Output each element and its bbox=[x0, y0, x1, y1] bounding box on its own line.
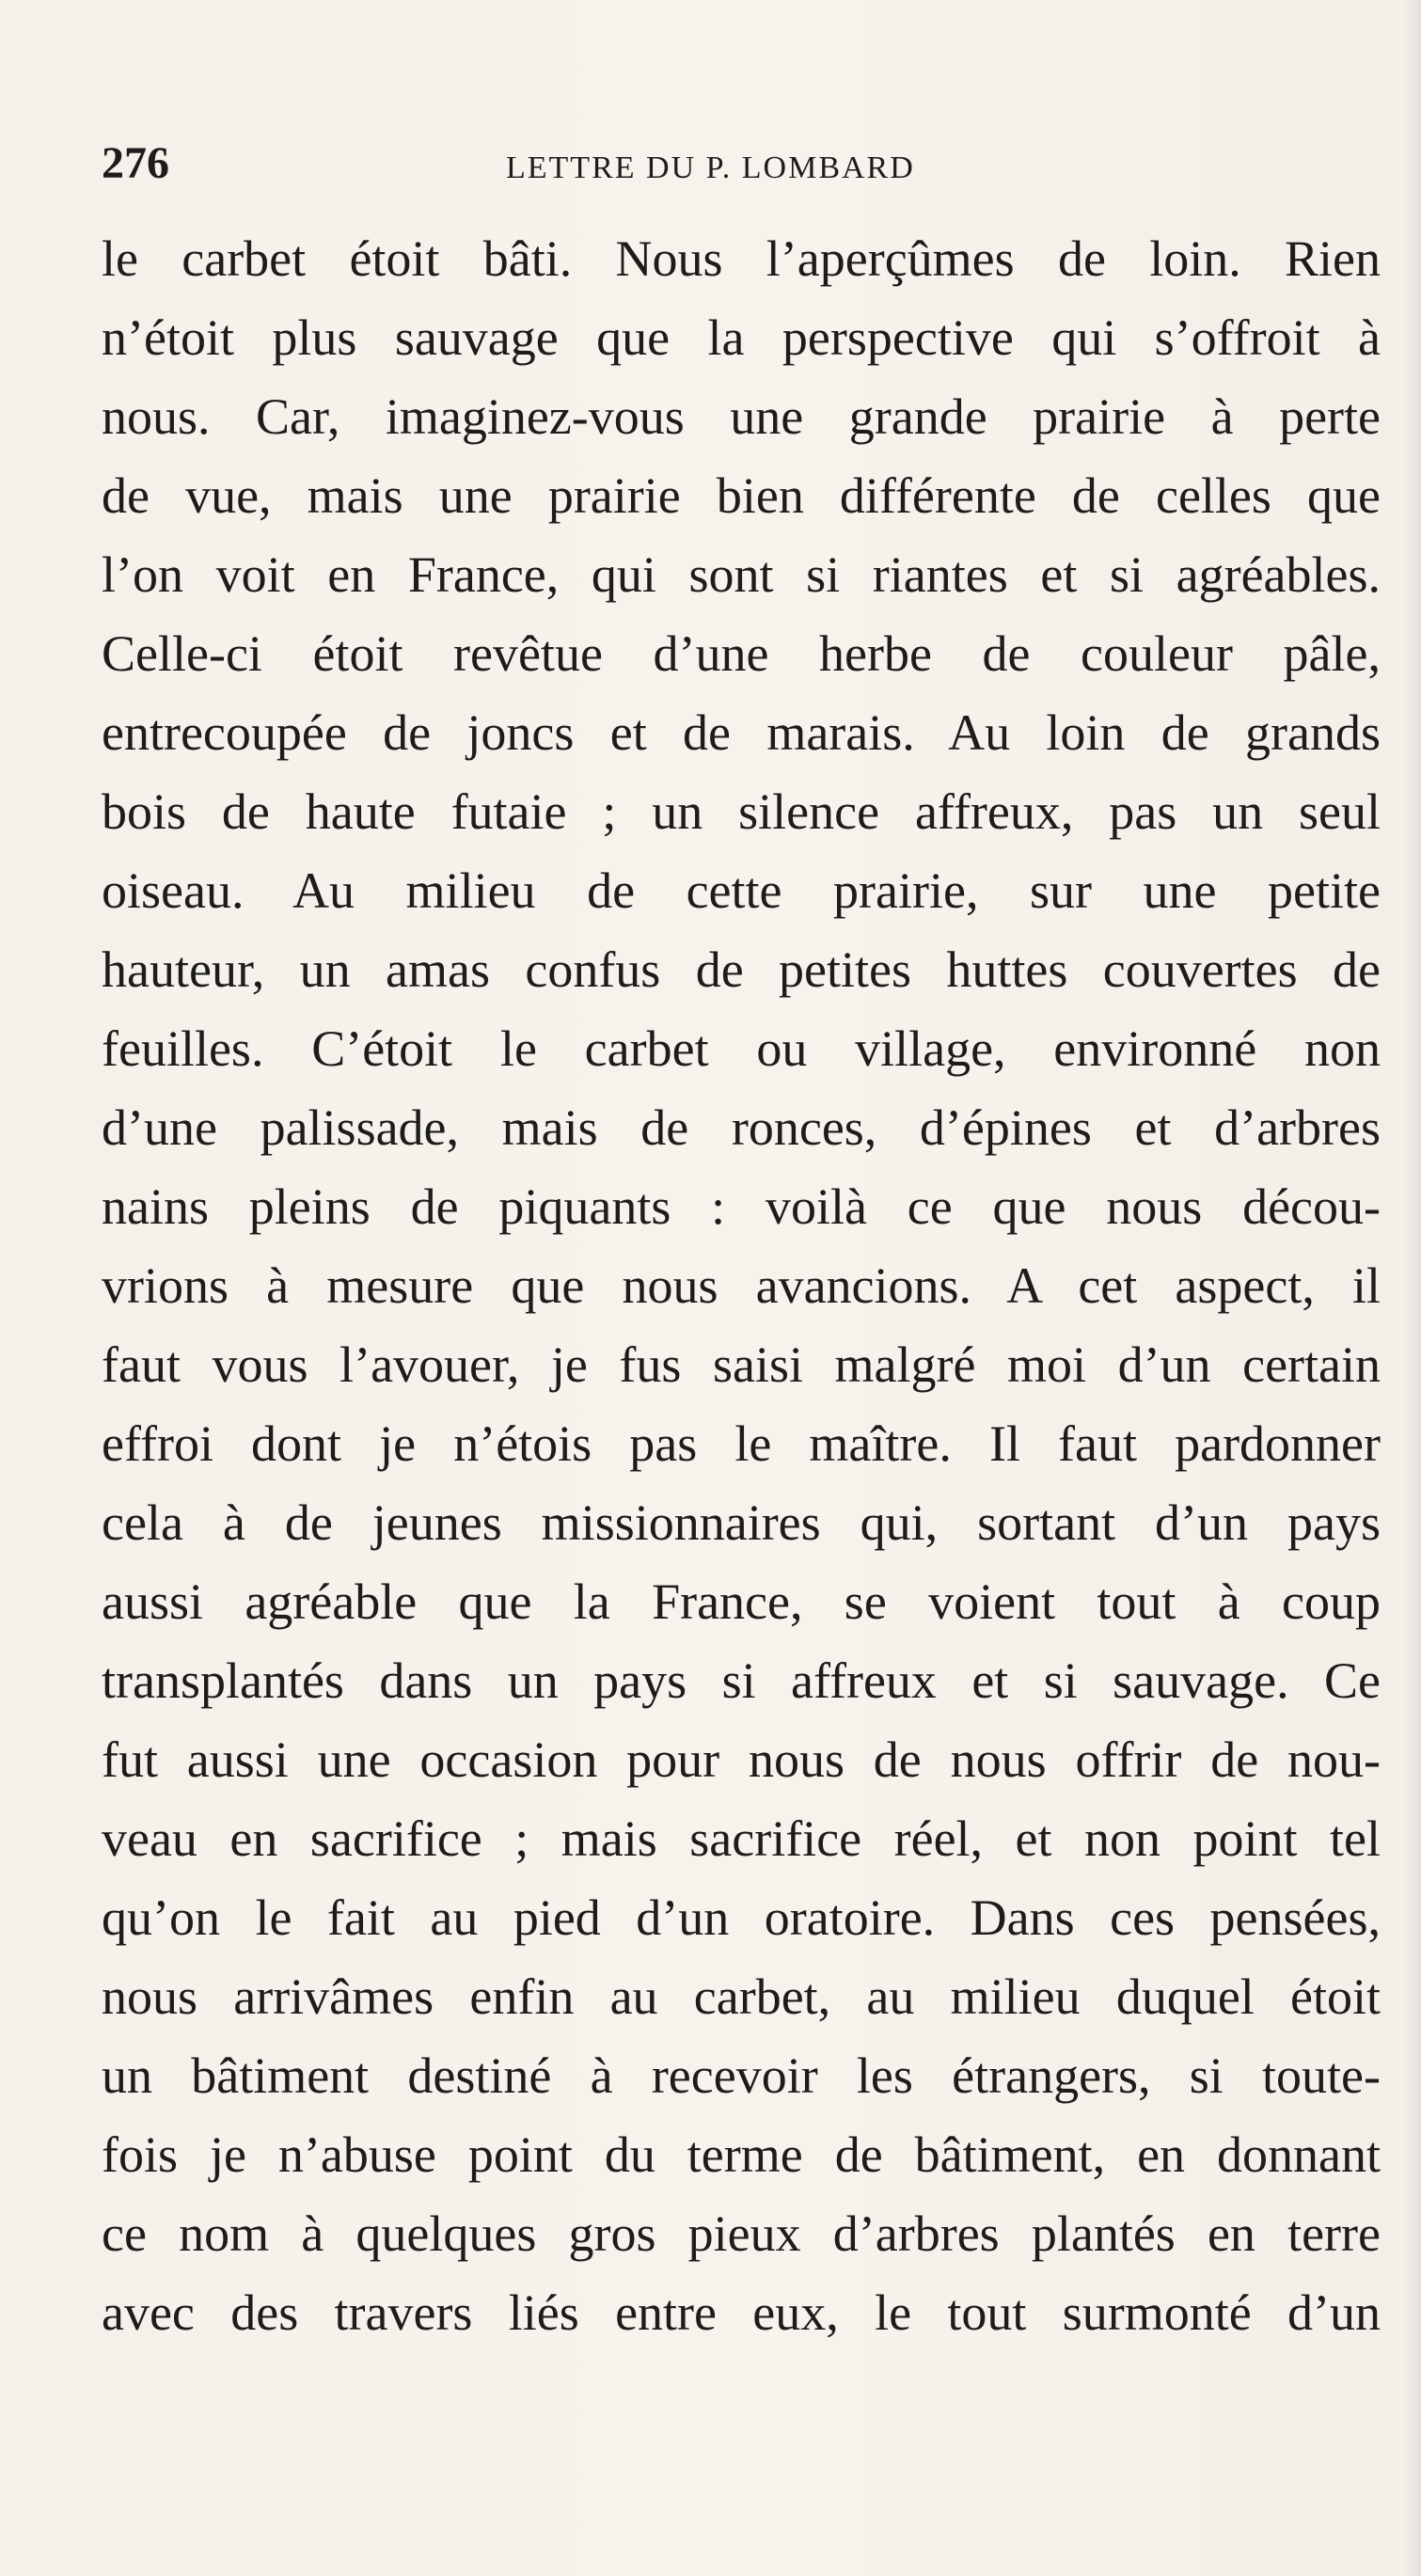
text-line: de vue, mais une prairie bien différente de celles que bbox=[102, 467, 1381, 524]
text-line: fois je n’abuse point du terme de bâtiment, en donnant bbox=[102, 2126, 1381, 2183]
text-line: transplantés dans un pays si affreux et si sauvage. Ce bbox=[102, 1652, 1381, 1709]
text-line: entrecoupée de joncs et de marais. Au loin de grands bbox=[102, 704, 1381, 761]
page-edge-shadow bbox=[1404, 0, 1421, 2576]
text-line: oiseau. Au milieu de cette prairie, sur une petite bbox=[102, 862, 1381, 919]
running-title: LETTRE DU P. LOMBARD bbox=[506, 150, 915, 185]
text-line: un bâtiment destiné à recevoir les étrangers, si toute- bbox=[102, 2047, 1381, 2104]
text-line: nous. Car, imaginez-vous une grande prairie à perte bbox=[102, 388, 1381, 445]
text-line: Celle-ci étoit revêtue d’une herbe de couleur pâle, bbox=[102, 625, 1381, 682]
text-line: l’on voit en France, qui sont si riantes et si agréables. bbox=[102, 546, 1381, 603]
text-line: veau en sacrifice ; mais sacrifice réel, et non point tel bbox=[102, 1810, 1381, 1867]
text-line: faut vous l’avouer, je fus saisi malgré moi d’un certain bbox=[102, 1336, 1381, 1393]
text-line: ce nom à quelques gros pieux d’arbres plantés en terre bbox=[102, 2205, 1381, 2262]
text-line: nous arrivâmes enfin au carbet, au milieu duquel étoit bbox=[102, 1968, 1381, 2025]
page-number: 276 bbox=[102, 138, 169, 188]
text-line: feuilles. C’étoit le carbet ou village, environné non bbox=[102, 1020, 1381, 1077]
text-line: fut aussi une occasion pour nous de nous offrir de nou- bbox=[102, 1731, 1381, 1788]
text-line: effroi dont je n’étois pas le maître. Il faut pardonner bbox=[102, 1415, 1381, 1472]
page-header bbox=[102, 132, 1376, 198]
text-line: hauteur, un amas confus de petites huttes couvertes de bbox=[102, 941, 1381, 998]
text-line: qu’on le fait au pied d’un oratoire. Dans ces pensées, bbox=[102, 1889, 1381, 1946]
text-line: bois de haute futaie ; un silence affreux, pas un seul bbox=[102, 783, 1381, 840]
text-line: cela à de jeunes missionnaires qui, sortant d’un pays bbox=[102, 1494, 1381, 1551]
text-line: vrions à mesure que nous avancions. A cet aspect, il bbox=[102, 1257, 1381, 1314]
text-line: le carbet étoit bâti. Nous l’aperçûmes de loin. Rien bbox=[102, 230, 1381, 287]
text-line: n’étoit plus sauvage que la perspective qui s’offroit à bbox=[102, 309, 1381, 366]
text-line: aussi agréable que la France, se voient tout à coup bbox=[102, 1573, 1381, 1630]
text-line: d’une palissade, mais de ronces, d’épines et d’arbres bbox=[102, 1099, 1381, 1156]
body-text bbox=[102, 219, 1381, 2352]
text-line: avec des travers liés entre eux, le tout surmonté d’un bbox=[102, 2284, 1381, 2341]
text-line: nains pleins de piquants : voilà ce que nous décou- bbox=[102, 1178, 1381, 1235]
